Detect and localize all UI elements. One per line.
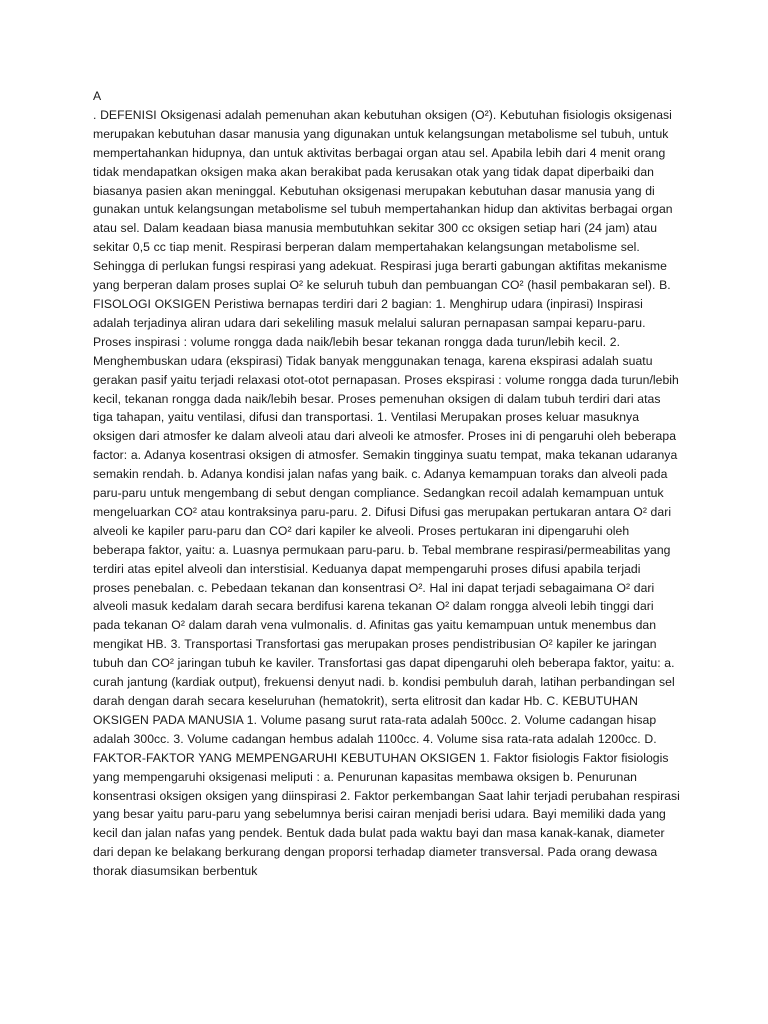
document-body (93, 87, 681, 881)
body-paragraph: . DEFENISI Oksigenasi adalah pemenuhan akan kebutuhan oksigen (O²). Kebutuhan fisiologis oksigenasi merupakan kebutuhan dasar manusia yang digunakan untuk kelangsungan metabolisme sel tubuh, untuk mempertahankan hidupnya, dan untuk aktivitas berbagai organ atau sel. Apabila lebih dari 4 menit orang tidak mendapatkan oksigen maka akan berakibat pada kerusakan otak yang tidak dapat diperbaiki dan biasanya pasien akan meninggal. Kebutuhan oksigenasi merupakan kebutuhan dasar manusia yang di gunakan untuk kelangsungan metabolisme sel tubuh mempertahankan hidup dan aktivitas berbagai organ atau sel. Dalam keadaan biasa manusia membutuhkan sekitar 300 cc oksigen setiap hari (24 jam) atau sekitar 0,5 cc tiap menit. Respirasi berperan dalam mempertahakan kelangsungan metabolisme sel. Sehingga di perlukan fungsi respirasi yang adekuat. Respirasi juga berarti gabungan aktifitas mekanisme yang berperan dalam proses suplai O² ke seluruh tubuh dan pembuangan CO² (hasil pembakaran sel). B. FISOLOGI OKSIGEN Peristiwa bernapas terdiri dari 2 bagian: 1. Menghirup udara (inpirasi) Inspirasi adalah terjadinya aliran udara dari sekeliling masuk melalui saluran pernapasan sampai keparu-paru. Proses inspirasi : volume rongga dada naik/lebih besar tekanan rongga dada turun/lebih kecil. 2. Menghembuskan udara (ekspirasi) Tidak banyak menggunakan tenaga, karena ekspirasi adalah suatu gerakan pasif yaitu terjadi relaxasi otot-otot pernapasan. Proses ekspirasi : volume rongga dada turun/lebih kecil, tekanan rongga dada naik/lebih besar. Proses pemenuhan oksigen di dalam tubuh terdiri dari atas tiga tahapan, yaitu ventilasi, difusi dan transportasi. 1. Ventilasi Merupakan proses keluar masuknya oksigen dari atmosfer ke dalam alveoli atau dari alveoli ke atmosfer. Proses ini di pengaruhi oleh beberapa factor: a. Adanya kosentrasi oksigen di atmosfer. Semakin tingginya suatu tempat, maka tekanan udaranya semakin rendah. b. Adanya kondisi jalan nafas yang baik. c. Adanya kemampuan toraks dan alveoli pada paru-paru untuk mengembang di sebut dengan compliance. Sedangkan recoil adalah kemampuan untuk mengeluarkan CO² atau kontraksinya paru-paru. 2. Difusi Difusi gas merupakan pertukaran antara O² dari alveoli ke kapiler paru-paru dan CO² dari kapiler ke alveoli. Proses pertukaran ini dipengaruhi oleh beberapa faktor, yaitu: a. Luasnya permukaan paru-paru. b. Tebal membrane respirasi/permeabilitas yang terdiri atas epitel alveoli dan interstisial. Keduanya dapat mempengaruhi proses difusi apabila terjadi proses penebalan. c. Pebedaan tekanan dan konsentrasi O². Hal ini dapat terjadi sebagaimana O² dari alveoli masuk kedalam darah secara berdifusi karena tekanan O² dalam rongga alveoli lebih tinggi dari pada tekanan O² dalam darah vena vulmonalis. d. Afinitas gas yaitu kemampuan untuk menembus dan mengikat HB. 3. Transportasi Transfortasi gas merupakan proses pendistribusian O² kapiler ke jaringan tubuh dan CO² jaringan tubuh ke kaviler. Transfortasi gas dapat dipengaruhi oleh beberapa faktor, yaitu: a. curah jantung (kardiak output), frekuensi denyut nadi. b. kondisi pembuluh darah, latihan perbandingan sel darah dengan darah secara keseluruhan (hematokrit), serta elitrosit dan kadar Hb. C. KEBUTUHAN OKSIGEN PADA MANUSIA 1. Volume pasang surut rata-rata adalah 500cc. 2. Volume cadangan hisap adalah 300cc. 3. Volume cadangan hembus adalah 1100cc. 4. Volume sisa rata-rata adalah 1200cc. D. FAKTOR-FAKTOR YANG MEMPENGARUHI KEBUTUHAN OKSIGEN 1. Faktor fisiologis Faktor fisiologis yang mempengaruhi oksigenasi meliputi : a. Penurunan kapasitas membawa oksigen b. Penurunan konsentrasi oksigen oksigen yang diinspirasi 2. Faktor perkembangan Saat lahir terjadi perubahan respirasi yang besar yaitu paru-paru yang sebelumnya berisi cairan menjadi berisi udara. Bayi memiliki dada yang kecil dan jalan nafas yang pendek. Bentuk dada bulat pada waktu bayi dan masa kanak-kanak, diameter dari depan ke belakang berkurang dengan proporsi terhadap diameter transversal. Pada orang dewasa thorak diasumsikan berbentuk (93, 107, 680, 879)
section-marker: A (93, 89, 102, 103)
